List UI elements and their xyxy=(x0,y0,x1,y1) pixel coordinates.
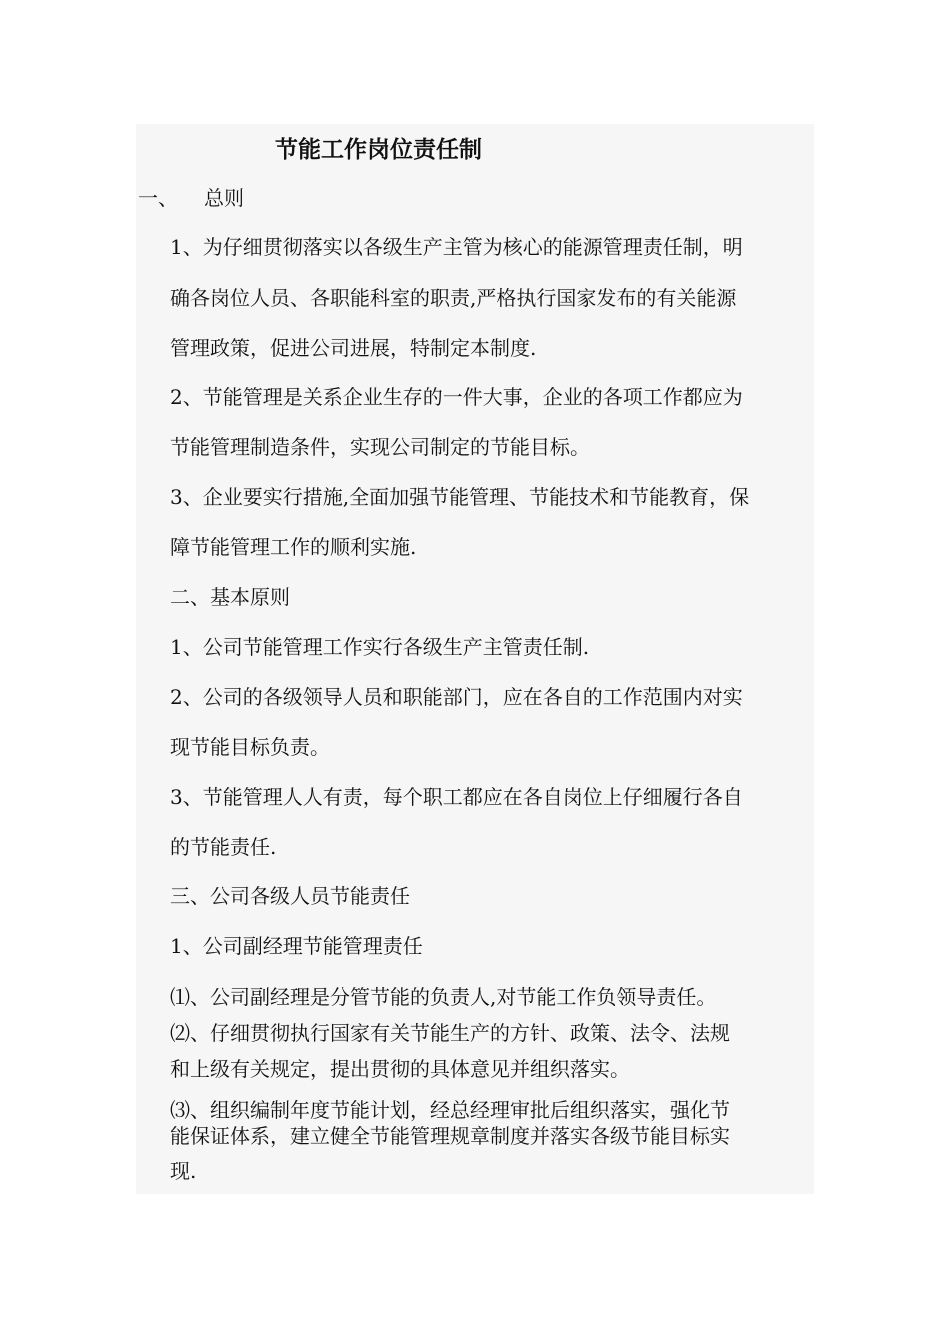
section-heading: 二、基本原则 xyxy=(170,585,290,609)
paragraph-line: 能保证体系，建立健全节能管理规章制度并落实各级节能目标实 xyxy=(170,1124,730,1148)
paragraph-line: ⑵、仔细贯彻执行国家有关节能生产的方针、政策、法令、法规 xyxy=(170,1021,730,1045)
paragraph-line: 现. xyxy=(170,1159,197,1183)
paragraph-line: 管理政策，促进公司进展，特制定本制度. xyxy=(170,336,537,360)
paragraph-line: 的节能责任. xyxy=(170,835,277,859)
section-1-number: 一、 xyxy=(138,186,178,210)
subsection-heading: 1、公司副经理节能管理责任 xyxy=(170,934,423,958)
paragraph-line: 3、企业要实行措施,全面加强节能管理、节能技术和节能教育，保 xyxy=(170,485,750,509)
paragraph-line: 1、公司节能管理工作实行各级生产主管责任制. xyxy=(170,635,590,659)
section-heading: 三、公司各级人员节能责任 xyxy=(170,884,410,908)
paragraph-line: 3、节能管理人人有责，每个职工都应在各自岗位上仔细履行各自 xyxy=(170,785,743,809)
paragraph-line: 2、节能管理是关系企业生存的一件大事，企业的各项工作都应为 xyxy=(170,385,743,409)
paragraph-line: 1、为仔细贯彻落实以各级生产主管为核心的能源管理责任制，明 xyxy=(170,235,743,259)
paragraph-line: 2、公司的各级领导人员和职能部门，应在各自的工作范围内对实 xyxy=(170,685,743,709)
paragraph-line: 现节能目标负责。 xyxy=(170,735,330,759)
section-1-heading: 总则 xyxy=(204,186,244,210)
paragraph-line: 障节能管理工作的顺利实施. xyxy=(170,535,417,559)
paragraph-line: 节能管理制造条件，实现公司制定的节能目标。 xyxy=(170,435,590,459)
paragraph-line: ⑴、公司副经理是分管节能的负责人,对节能工作负领导责任。 xyxy=(170,985,717,1009)
document-title: 节能工作岗位责任制 xyxy=(275,136,482,163)
paragraph-line: 和上级有关规定，提出贯彻的具体意见并组织落实。 xyxy=(170,1057,630,1081)
paragraph-line: 确各岗位人员、各职能科室的职责,严格执行国家发布的有关能源 xyxy=(170,286,737,310)
paragraph-line: ⑶、组织编制年度节能计划，经总经理审批后组织落实，强化节 xyxy=(170,1098,730,1122)
